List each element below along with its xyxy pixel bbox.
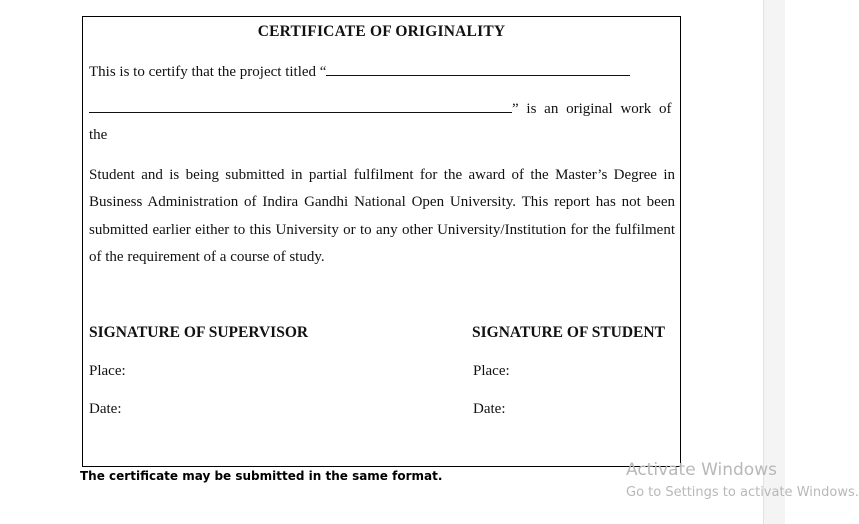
the-text: the — [89, 127, 108, 143]
supervisor-signature-heading: SIGNATURE OF SUPERVISOR — [89, 324, 309, 341]
activation-watermark-subtitle: Go to Settings to activate Windows. — [626, 485, 859, 500]
activation-watermark-title: Activate Windows — [626, 460, 777, 480]
supervisor-date-label: Date: — [89, 401, 122, 417]
student-signature-heading: SIGNATURE OF STUDENT — [472, 324, 665, 341]
certificate-box — [82, 16, 681, 467]
certificate-title: CERTIFICATE OF ORIGINALITY — [257, 23, 506, 40]
project-title-blank-2 — [89, 99, 512, 113]
title-line — [89, 62, 630, 81]
title-continuation-line — [89, 99, 672, 118]
student-date-label: Date: — [473, 401, 506, 417]
format-note: The certificate may be submitted in the same format. — [80, 469, 443, 483]
original-work-text: ” is an original work of — [512, 101, 672, 117]
certificate-body: Student and is being submitted in partial fulfilment for the award of the Master’s Degree in Business Administration of Indira Gandhi National Open University. This report has not been submitted earlier either to this University or to any other University/Institution for the fulfilment of the requirement of a course of study. — [89, 167, 675, 265]
supervisor-place-label: Place: — [89, 363, 126, 379]
project-title-blank — [326, 62, 630, 76]
window-edge — [763, 0, 785, 524]
intro-text: This is to certify that the project titled “ — [89, 64, 327, 80]
student-place-label: Place: — [473, 363, 510, 379]
